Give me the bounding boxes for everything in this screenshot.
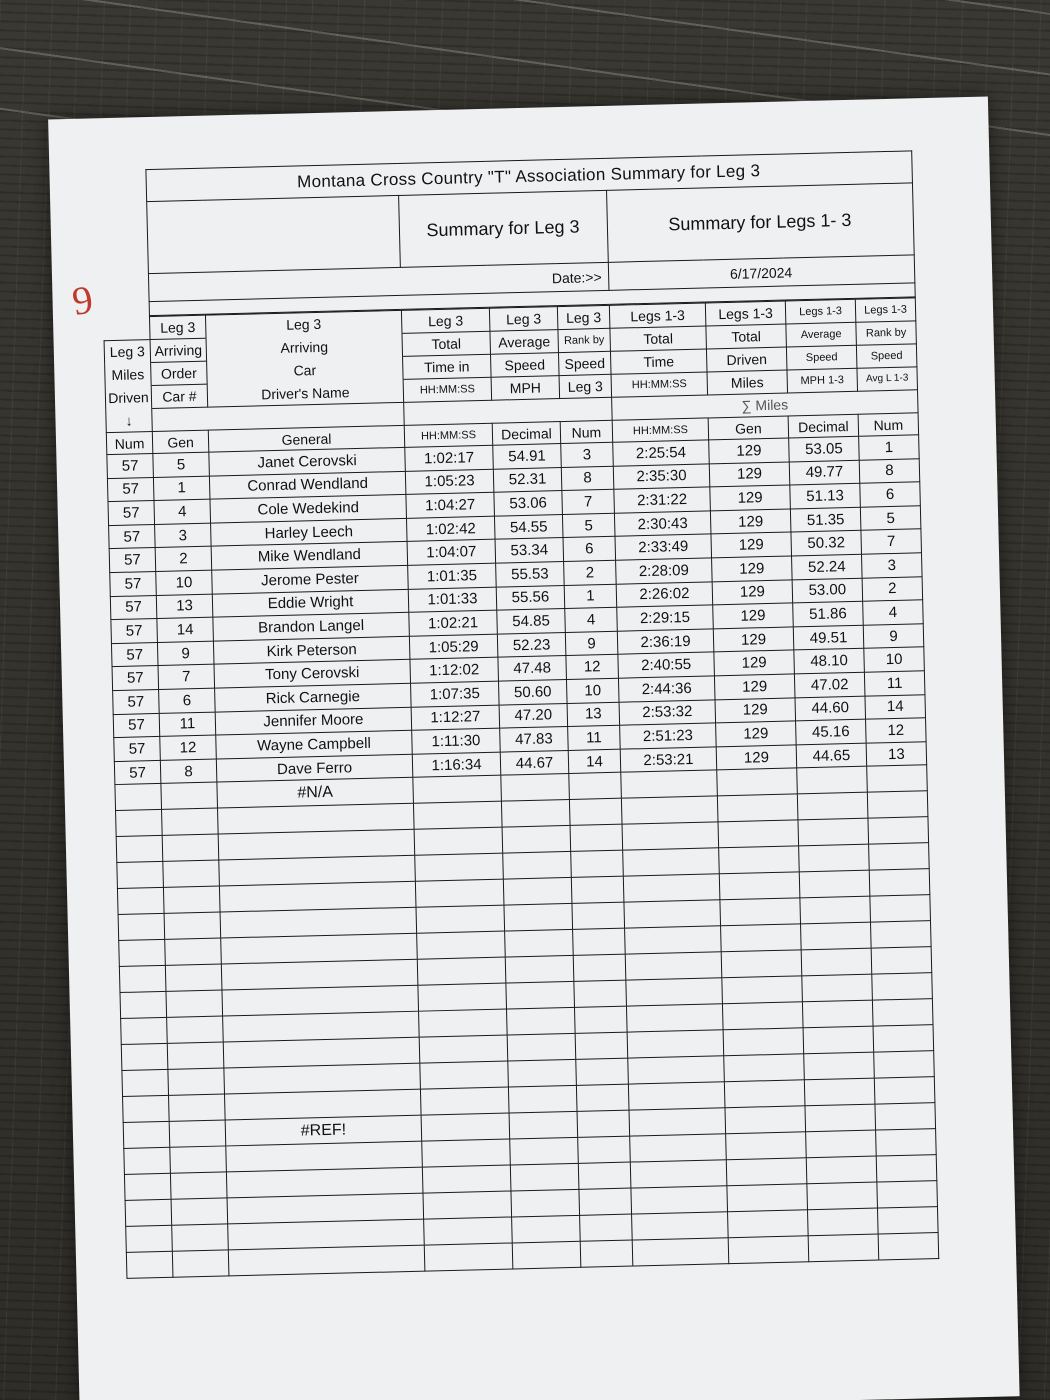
- cell-trank: 5: [860, 506, 921, 531]
- results-table: Leg 3 Leg 3 Leg 3 Leg 3 Leg 3 Legs 1-3 Legs 1-3 Legs 1-3 Legs 1-3 Leg 3 Arriving Arriving Total Average Rank by Total Total Average Rank by Miles Order Car Time in Speed Speed Time Driven Speed Speed Driven Car # Driver's Name HH:MM:SS MPH Leg 3 HH:MM:SS Miles MPH 1-3 Avg L 1-3 ↓ ∑ Miles Num Gen General HH:MM:SS Decimal Num HH:MM:SS Gen Decimal Num 57 5 Janet Cerovski 1:02:17 54.91 3 2:25:54 129 53.05 1 57 1 Conrad Wendland 1:05:23 52.31 8 2:35:30 129 49.77 8 57 4 Cole Wedekind 1:04:27 53.06 7 2:31:22 129 51.13 6 57 3 Harley Leech 1:02:42 54.55 5 2:30:43 129 51.35 5 57 2 Mike Wendland 1:04:07 53.34 6 2:33:49 129 50.32 7 57 10 Jerome Pester 1:01:35 55.53 2 2:28:09 129 52.24 3 57 13 Eddie Wright 1:01:33 55.56 1 2:26:02 129 53.00 2 57 14 Brandon Langel 1:02:21 54.85 4 2:29:15 129 51.86 4 57 9 Kirk Peterson 1:05:29 52.23 9 2:36:19 129 49.51 9 57 7 Tony Cerovski 1:12:02 47.48 12 2:40:55 129 48.10 10 57 6 Rick Carnegie 1:07:35 50.60 10 2:44:36 129 47.02 11 57 11 Jennifer Moore 1:12:27 47.20 13 2:53:32 129 44.60 14 57 12 Wayne Campbell 1:11:30 47.83 11 2:51:23 129 45.16 12 57 8 Dave Ferro 1:16:34 44.67 14 2:53:21 129 44.65 13 #N/A #REF!: [103, 297, 939, 1279]
- error-na: #N/A: [217, 778, 414, 809]
- cell-tmiles: 129: [712, 556, 793, 582]
- cell-time: 1:11:30: [412, 728, 501, 754]
- sheet-title: Montana Cross Country "T" Association Summary for Leg 3: [145, 151, 912, 202]
- total-rank-header: Legs 1-3: [855, 298, 916, 322]
- cell-miles: 57: [109, 524, 156, 549]
- cell-time: 1:01:35: [408, 563, 497, 589]
- cell-ttime: 2:53:32: [619, 699, 716, 725]
- cell-trank: 7: [861, 529, 922, 554]
- cell-miles: 57: [112, 666, 159, 691]
- cell-tmiles: 129: [715, 697, 796, 723]
- sum-miles-label: ∑ Miles: [612, 390, 918, 420]
- cell-name: Dave Ferro: [216, 754, 413, 782]
- cell-name: Cole Wedekind: [210, 495, 407, 523]
- error-ref: #REF!: [225, 1115, 422, 1146]
- cell-name: Conrad Wendland: [209, 471, 406, 499]
- blank-box: [146, 195, 400, 273]
- cell-tmiles: 129: [709, 462, 790, 488]
- cell-name: Mike Wendland: [211, 542, 408, 570]
- cell-tavg: 51.13: [790, 483, 861, 508]
- cell-rank: 13: [567, 702, 620, 727]
- cell-car: 1: [153, 476, 210, 501]
- cell-tavg: 44.65: [796, 743, 867, 768]
- cell-rank: 10: [566, 678, 619, 703]
- avg-header: Leg 3: [489, 307, 558, 332]
- cell-car: 11: [159, 712, 216, 737]
- cell-avg: 55.56: [496, 585, 565, 610]
- cell-trank: 14: [865, 694, 926, 719]
- cell-name: Wayne Campbell: [216, 730, 413, 758]
- cell-trank: 9: [863, 624, 924, 649]
- cell-rank: 3: [561, 442, 614, 467]
- cell-ttime: 2:25:54: [613, 440, 710, 466]
- cell-ttime: 2:51:23: [620, 723, 717, 749]
- cell-tmiles: 129: [716, 721, 797, 747]
- cell-trank: 2: [862, 576, 923, 601]
- results-body: [107, 435, 927, 785]
- cell-ttime: 2:44:36: [618, 676, 715, 702]
- cell-trank: 1: [859, 435, 920, 460]
- cell-avg: 50.60: [498, 679, 567, 704]
- cell-name: Tony Cerovski: [214, 660, 411, 688]
- cell-miles: 57: [113, 689, 160, 714]
- cell-ttime: 2:40:55: [618, 652, 715, 678]
- cell-time: 1:04:07: [407, 540, 496, 566]
- cell-rank: 8: [561, 466, 614, 491]
- cell-tavg: 51.35: [790, 507, 861, 532]
- cell-car: 3: [155, 523, 212, 548]
- cell-name: Jennifer Moore: [215, 707, 412, 735]
- total-avg-header: Legs 1-3: [785, 299, 856, 324]
- cell-avg: 44.67: [500, 750, 569, 775]
- cell-car: 7: [158, 664, 215, 689]
- cell-ttime: 2:26:02: [616, 581, 713, 607]
- cell-avg: 54.55: [494, 514, 563, 539]
- cell-tmiles: 129: [709, 438, 790, 464]
- cell-avg: 54.85: [497, 609, 566, 634]
- cell-ttime: 2:33:49: [615, 534, 712, 560]
- cell-tavg: 52.24: [792, 554, 863, 579]
- cell-name: Rick Carnegie: [215, 683, 412, 711]
- cell-avg: 52.31: [493, 467, 562, 492]
- cell-time: 1:07:35: [411, 681, 500, 707]
- cell-rank: 12: [566, 655, 619, 680]
- cell-ttime: 2:35:30: [613, 464, 710, 490]
- cell-trank: 11: [864, 671, 925, 696]
- cell-tmiles: 129: [711, 532, 792, 558]
- down-arrow-icon: ↓: [106, 409, 153, 433]
- order-header: Leg 3: [149, 315, 206, 339]
- cell-time: 1:12:02: [410, 657, 499, 683]
- cell-rank: 6: [563, 537, 616, 562]
- cell-tmiles: 129: [710, 509, 791, 535]
- cell-time: 1:02:21: [409, 610, 498, 636]
- cell-tavg: 48.10: [794, 649, 865, 674]
- cell-trank: 10: [864, 647, 925, 672]
- cell-tmiles: 129: [714, 674, 795, 700]
- sheet-header: [99, 150, 915, 317]
- cell-time: 1:04:27: [406, 492, 495, 518]
- time-header: Leg 3: [401, 308, 490, 333]
- cell-tavg: 44.60: [795, 696, 866, 721]
- cell-tavg: 49.51: [793, 625, 864, 650]
- cell-time: 1:05:23: [405, 469, 494, 495]
- cell-car: 5: [153, 452, 210, 477]
- cell-car: 12: [160, 735, 217, 760]
- cell-tavg: 47.02: [794, 672, 865, 697]
- cell-car: 9: [157, 641, 214, 666]
- cell-avg: 54.91: [493, 444, 562, 469]
- cell-avg: 53.06: [494, 491, 563, 516]
- cell-name: Eddie Wright: [212, 589, 409, 617]
- cell-rank: 7: [562, 489, 615, 514]
- cell-tmiles: 129: [712, 580, 793, 606]
- cell-avg: 47.48: [498, 656, 567, 681]
- cell-time: 1:05:29: [409, 634, 498, 660]
- cell-rank: 1: [564, 584, 617, 609]
- total-time-header: Legs 1-3: [609, 303, 706, 328]
- cell-trank: 8: [859, 458, 920, 483]
- cell-trank: 13: [866, 741, 927, 766]
- cell-avg: 47.20: [499, 703, 568, 728]
- cell-avg: 52.23: [497, 632, 566, 657]
- rank-header: Leg 3: [557, 305, 610, 329]
- summary-legs-heading: Summary for Legs 1- 3: [606, 183, 914, 262]
- cell-tavg: 53.05: [789, 436, 860, 461]
- cell-tavg: 49.77: [789, 460, 860, 485]
- cell-trank: 6: [860, 482, 921, 507]
- cell-name: Kirk Peterson: [213, 636, 410, 664]
- cell-time: 1:01:33: [408, 587, 497, 613]
- summary-sheet: [99, 150, 938, 1279]
- cell-car: 2: [155, 547, 212, 572]
- cell-miles: 57: [114, 737, 161, 762]
- cell-trank: 12: [866, 718, 927, 743]
- cell-miles: 57: [109, 548, 156, 573]
- cell-tmiles: 129: [713, 603, 794, 629]
- cell-miles: 57: [108, 501, 155, 526]
- handwritten-page-number: 9: [69, 276, 97, 325]
- cell-ttime: 2:31:22: [614, 487, 711, 513]
- cell-tavg: 50.32: [791, 531, 862, 556]
- cell-tmiles: 129: [716, 745, 797, 771]
- cell-miles: 57: [110, 595, 157, 620]
- cell-ttime: 2:36:19: [617, 629, 714, 655]
- cell-car: 13: [156, 594, 213, 619]
- cell-tmiles: 129: [714, 650, 795, 676]
- cell-tmiles: 129: [710, 485, 791, 511]
- cell-rank: 4: [565, 607, 618, 632]
- cell-miles: 57: [107, 454, 154, 479]
- cell-ttime: 2:29:15: [617, 605, 714, 631]
- cell-car: 4: [154, 499, 211, 524]
- cell-avg: 47.83: [500, 727, 569, 752]
- cell-miles: 57: [114, 760, 161, 785]
- cell-tavg: 51.86: [793, 601, 864, 626]
- date-value: 6/17/2024: [608, 255, 915, 290]
- cell-name: Brandon Langel: [213, 612, 410, 640]
- cell-time: 1:12:27: [411, 705, 500, 731]
- cell-tmiles: 129: [713, 627, 794, 653]
- empty-rows: [115, 765, 939, 1279]
- cell-rank: 11: [568, 725, 621, 750]
- cell-ttime: 2:30:43: [614, 511, 711, 537]
- cell-rank: 14: [568, 749, 621, 774]
- cell-tavg: 45.16: [796, 719, 867, 744]
- cell-miles: 57: [111, 642, 158, 667]
- summary-leg-heading: Summary for Leg 3: [398, 190, 608, 267]
- cell-car: 6: [159, 688, 216, 713]
- cell-miles: 57: [113, 713, 160, 738]
- cell-rank: 9: [565, 631, 618, 656]
- cell-avg: 53.34: [495, 538, 564, 563]
- cell-time: 1:02:17: [405, 445, 494, 471]
- cell-ttime: 2:53:21: [620, 747, 717, 773]
- cell-avg: 55.53: [496, 561, 565, 586]
- cell-car: 14: [157, 617, 214, 642]
- cell-miles: 57: [111, 619, 158, 644]
- cell-name: Jerome Pester: [212, 565, 409, 593]
- cell-tavg: 53.00: [792, 578, 863, 603]
- cell-ttime: 2:28:09: [616, 558, 713, 584]
- cell-name: Harley Leech: [211, 518, 408, 546]
- paper-sheet: [48, 97, 1019, 1400]
- cell-miles: 57: [107, 477, 154, 502]
- cell-rank: 2: [564, 560, 617, 585]
- total-miles-header: Legs 1-3: [705, 301, 786, 326]
- date-label: Date:>>: [148, 262, 609, 301]
- cell-name: Janet Cerovski: [209, 447, 406, 475]
- cell-trank: 3: [862, 553, 923, 578]
- cell-time: 1:02:42: [406, 516, 495, 542]
- name-header: Leg 3: [205, 310, 402, 338]
- cell-time: 1:16:34: [412, 752, 501, 778]
- miles-header: Leg 3: [104, 340, 151, 364]
- cell-miles: 57: [110, 571, 157, 596]
- cell-rank: 5: [562, 513, 615, 538]
- cell-car: 10: [156, 570, 213, 595]
- cell-trank: 4: [863, 600, 924, 625]
- cell-car: 8: [160, 759, 217, 784]
